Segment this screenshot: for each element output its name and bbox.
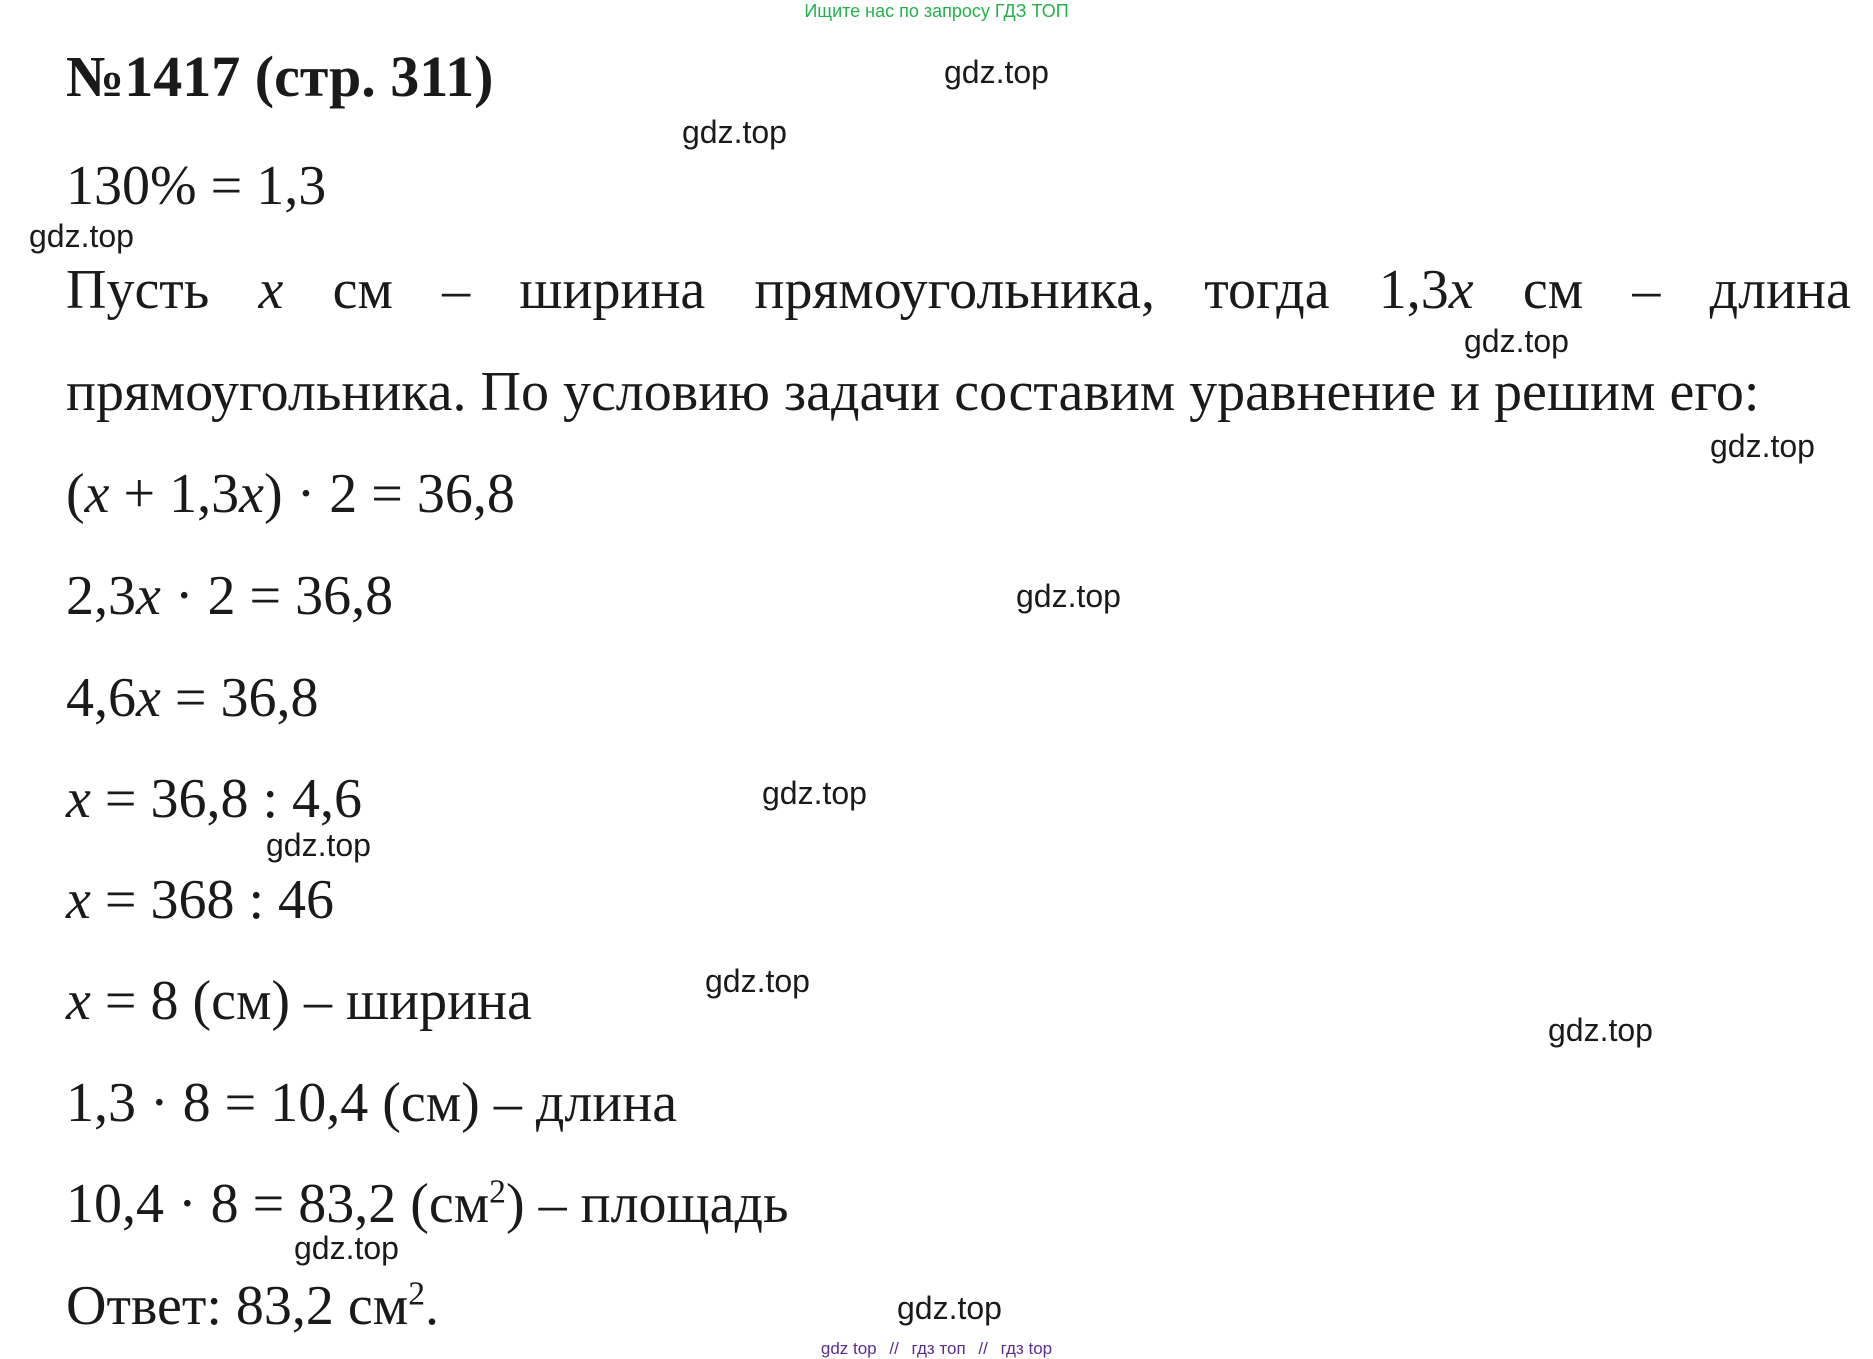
footer-link[interactable]: гдз top: [1000, 1339, 1053, 1358]
word: прямоугольника,: [754, 259, 1156, 321]
paragraph-line-1: [66, 259, 1851, 321]
top-banner: Ищите нас по запросу ГДЗ ТОП: [804, 1, 1069, 21]
watermark: gdz.top: [266, 827, 371, 863]
percent-line: 130% = 1,3: [66, 155, 327, 217]
equation-1: (x + 1,3x) · 2 = 36,8: [66, 463, 515, 525]
watermark: gdz.top: [682, 114, 787, 150]
watermark: gdz.top: [29, 218, 134, 254]
watermark: gdz.top: [1464, 323, 1569, 359]
word: 1,3x: [1378, 259, 1474, 321]
word: см: [332, 259, 393, 321]
paragraph-line-2: прямоугольника. По условию задачи составим уравнение и решим его:: [66, 361, 1760, 423]
watermark: gdz.top: [897, 1290, 1002, 1326]
word: длина: [1709, 259, 1851, 321]
variable-x: x: [258, 259, 284, 321]
word: ширина: [519, 259, 706, 321]
watermark: gdz.top: [1548, 1012, 1653, 1048]
footer-link[interactable]: гдз топ: [911, 1339, 966, 1358]
watermark: gdz.top: [1710, 428, 1815, 464]
equation-3: 4,6x = 36,8: [66, 667, 319, 729]
equation-7: 1,3 · 8 = 10,4 (см) – длина: [66, 1072, 678, 1134]
footer-links: [0, 1340, 1873, 1357]
watermark: gdz.top: [705, 963, 810, 999]
equation-6: x = 8 (см) – ширина: [66, 970, 532, 1032]
word: см: [1522, 259, 1584, 321]
word: Пусть: [66, 259, 210, 321]
word: –: [1632, 259, 1661, 321]
word: –: [442, 259, 471, 321]
watermark: gdz.top: [1016, 578, 1121, 614]
equation-5: x = 368 : 46: [66, 869, 334, 931]
watermark: gdz.top: [294, 1230, 399, 1266]
equation-4: x = 36,8 : 4,6: [66, 768, 362, 830]
equation-2: 2,3x · 2 = 36,8: [66, 565, 394, 627]
problem-title: №1417 (стр. 311): [66, 44, 494, 109]
footer-separator: //: [889, 1339, 899, 1358]
footer-separator: //: [978, 1339, 988, 1358]
answer-line: Ответ: 83,2 $см^2$.: [66, 1275, 440, 1337]
watermark: gdz.top: [944, 54, 1049, 90]
watermark: gdz.top: [762, 775, 867, 811]
footer-link[interactable]: gdz top: [820, 1339, 877, 1358]
word: тогда: [1204, 259, 1330, 321]
equation-8: 10,4 · 8 = 83,2 $(см^2)$ – площадь: [66, 1173, 789, 1235]
